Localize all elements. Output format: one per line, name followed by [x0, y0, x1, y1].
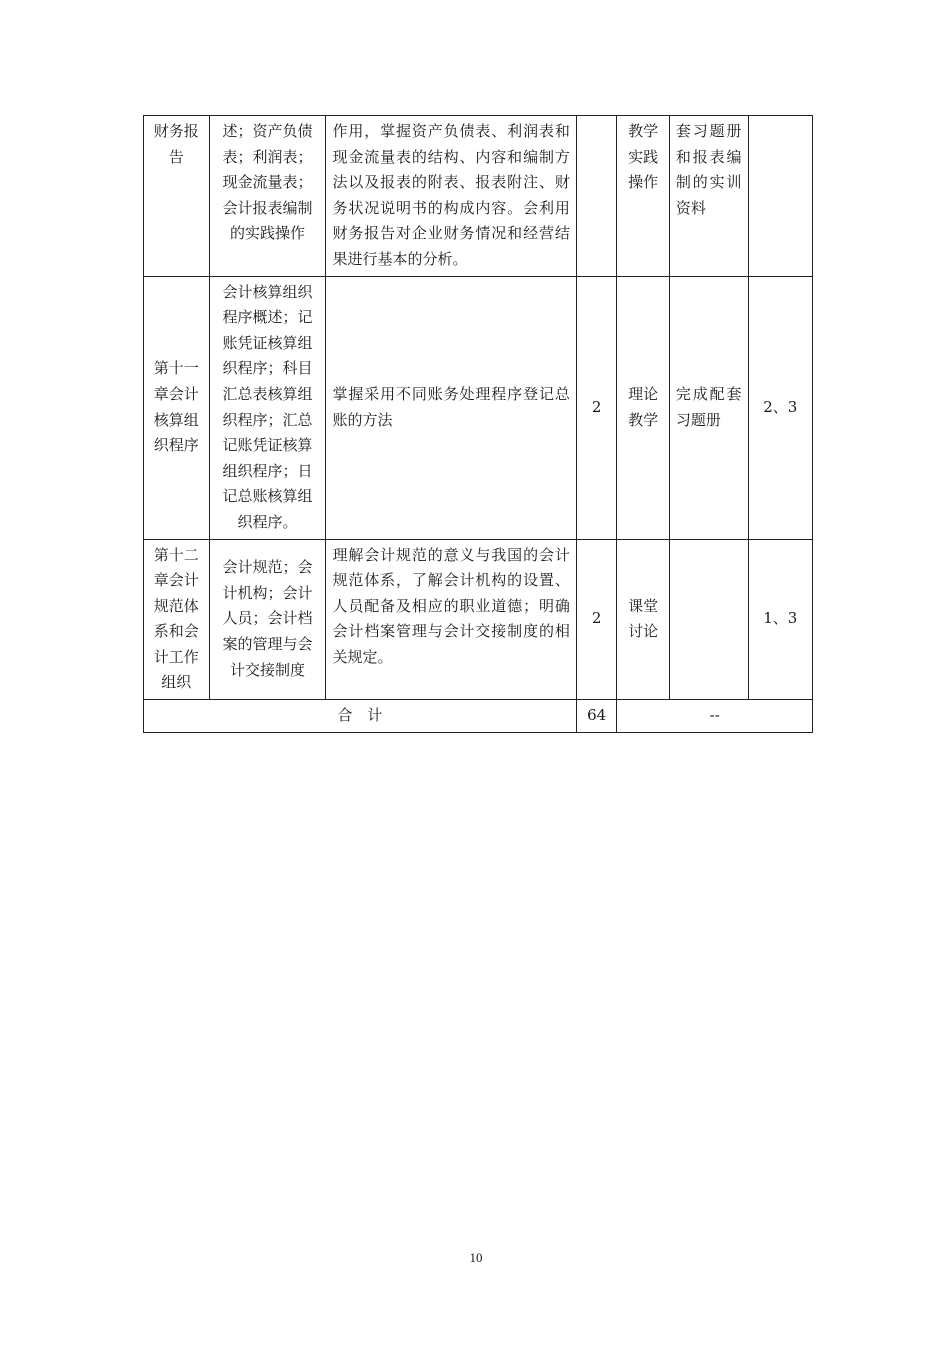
objective-cell [748, 116, 812, 277]
requirement-cell: 理解会计规范的意义与我国的会计规范体系，了解会计机构的设置、人员配备及相应的职业道德；明确会计档案管理与会计交接制度的相关规定。 [326, 539, 576, 700]
hours-cell: 2 [576, 276, 617, 539]
course-schedule-table [143, 115, 813, 733]
table-row [144, 276, 813, 539]
requirement-cell: 作用，掌握资产负债表、利润表和现金流量表的结构、内容和编制方法以及报表的附表、报表附注、财务状况说明书的构成内容。会利用财务报告对企业财务情况和经营结果进行基本的分析。 [326, 116, 576, 277]
objective-cell: 1、3 [748, 539, 812, 700]
method-cell: 课堂讨论 [617, 539, 669, 700]
total-label: 合 计 [144, 700, 577, 733]
objective-cell: 2、3 [748, 276, 812, 539]
total-rest: -- [617, 700, 813, 733]
chapter-cell: 财务报告 [144, 116, 210, 277]
assignment-cell: 套习题册和报表编制的实训资料 [669, 116, 748, 277]
method-cell: 教学实践操作 [617, 116, 669, 277]
method-cell: 理论教学 [617, 276, 669, 539]
table-row [144, 539, 813, 700]
total-row [144, 700, 813, 733]
content-cell: 会计规范；会计机构；会计人员；会计档案的管理与会计交接制度 [209, 539, 326, 700]
content-cell: 述；资产负债表；利润表；现金流量表；会计报表编制的实践操作 [209, 116, 326, 277]
chapter-cell: 第十一章会计核算组织程序 [144, 276, 210, 539]
requirement-cell: 掌握采用不同账务处理程序登记总账的方法 [326, 276, 576, 539]
table-row [144, 116, 813, 277]
hours-cell [576, 116, 617, 277]
chapter-cell: 第十二章会计规范体系和会计工作组织 [144, 539, 210, 700]
page-number: 10 [469, 1250, 483, 1265]
assignment-cell: 完成配套习题册 [669, 276, 748, 539]
assignment-cell [669, 539, 748, 700]
hours-cell: 2 [576, 539, 617, 700]
content-cell: 会计核算组织程序概述；记账凭证核算组织程序；科目汇总表核算组织程序；汇总记账凭证核算组织程序；日记总账核算组织程序。 [209, 276, 326, 539]
total-hours: 64 [576, 700, 617, 733]
